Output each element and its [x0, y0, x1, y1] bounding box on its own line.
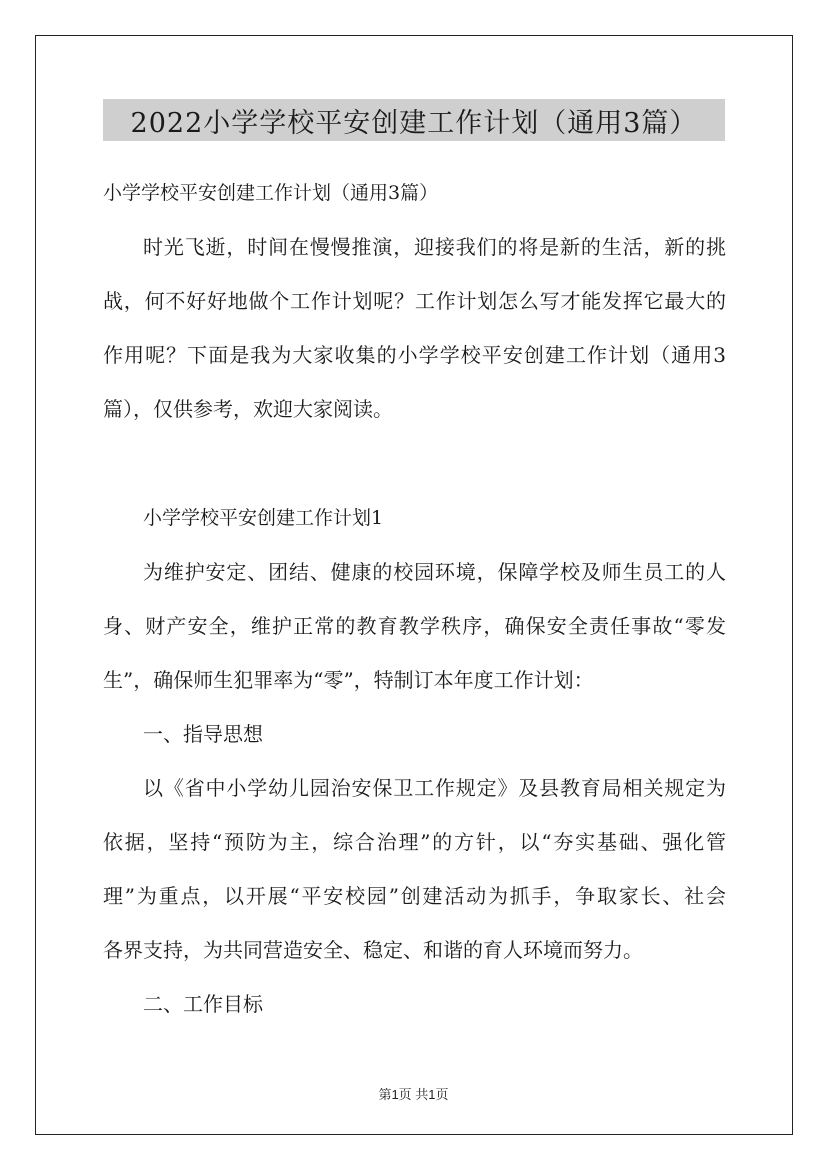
heading-guiding-ideology: 一、指导思想 — [143, 722, 263, 746]
para2-line-1: 以《省中小学幼儿园治安保卫工作规定》及县教育局相关规定为 — [143, 776, 726, 800]
heading-work-goals: 二、工作目标 — [143, 992, 263, 1016]
intro-line-1: 时光飞逝，时间在慢慢推演，迎接我们的将是新的生活，新的挑 — [143, 235, 726, 259]
document-subtitle: 小学学校平安创建工作计划（通用3篇） — [103, 182, 439, 204]
para1-line-3: 生”，确保师生犯罪率为“零”，特制订本年度工作计划： — [103, 668, 594, 692]
section-heading: 小学学校平安创建工作计划1 — [143, 507, 384, 529]
para2-line-2: 依据，坚持“预防为主，综合治理”的方针，以“夯实基础、强化管 — [103, 830, 726, 854]
para1-line-2: 身、财产安全，维护正常的教育教学秩序，确保安全责任事故“零发 — [103, 614, 726, 638]
page-number: 第1页 共1页 — [378, 1087, 449, 1102]
title-highlight — [103, 99, 725, 141]
para2-line-3: 理”为重点，以开展“平安校园”创建活动为抓手，争取家长、社会 — [103, 884, 726, 908]
para2-line-4: 各界支持，为共同营造安全、稳定、和谐的育人环境而努力。 — [103, 938, 643, 962]
intro-line-2: 战，何不好好地做个工作计划呢？工作计划怎么写才能发挥它最大的 — [103, 289, 726, 313]
intro-line-3: 作用呢？下面是我为大家收集的小学学校平安创建工作计划（通用3 — [103, 343, 726, 367]
document-title: 2022小学学校平安创建工作计划（通用3篇） — [130, 107, 698, 139]
para1-line-1: 为维护安定、团结、健康的校园环境，保障学校及师生员工的人 — [143, 560, 726, 584]
intro-line-4: 篇），仅供参考，欢迎大家阅读。 — [103, 397, 393, 421]
